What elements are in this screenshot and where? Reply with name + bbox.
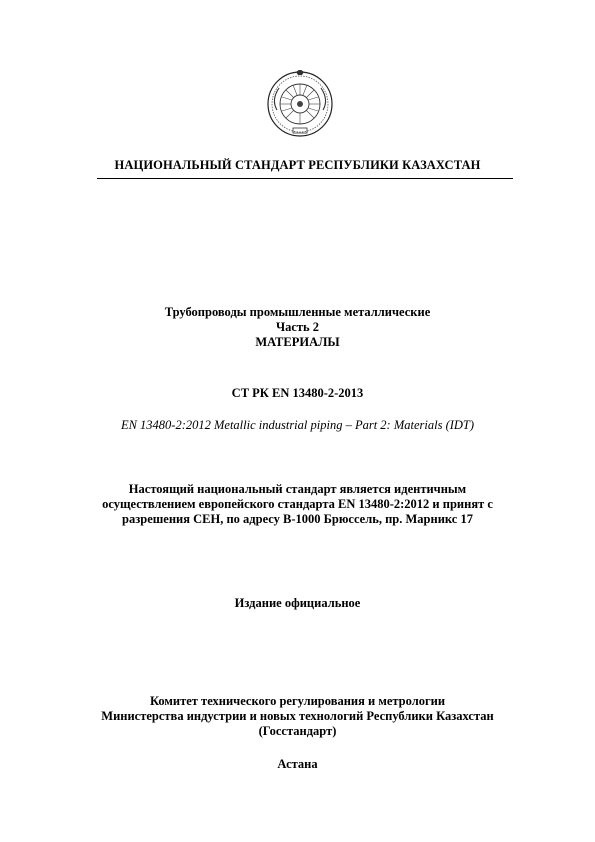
publisher-line-1: Комитет технического регулирования и метрологии — [149, 694, 446, 708]
standard-designation: СТ РК EN 13480-2-2013 — [231, 386, 364, 400]
standard-header-title: НАЦИОНАЛЬНЫЙ СТАНДАРТ РЕСПУБЛИКИ КАЗАХСТАН — [114, 158, 481, 172]
document-title-line-1: Трубопроводы промышленные металлические — [164, 305, 431, 319]
statement-line-2: осуществлением европейского стандарта EN 13480-2:2012 и принят с — [102, 497, 493, 511]
statement-line-3: разрешения СЕН, по адресу В-1000 Брюссель, пр. Марникс 17 — [122, 512, 473, 526]
identity-statement — [0, 482, 595, 527]
kazakhstan-state-emblem-icon — [265, 70, 335, 138]
header-divider — [97, 178, 513, 179]
publisher-line-3: (Госстандарт) — [258, 724, 337, 738]
publication-city: Астана — [277, 757, 318, 771]
document-title-line-2: Часть 2 — [275, 320, 320, 334]
document-title-line-3: МАТЕРИАЛЫ — [255, 335, 340, 349]
publisher-block — [0, 694, 595, 739]
statement-line-1: Настоящий национальный стандарт является идентичным — [128, 482, 467, 496]
document-title-block — [0, 305, 595, 350]
publisher-line-2: Министерства индустрии и новых технологий Республики Казахстан — [101, 709, 494, 723]
reference-standard: EN 13480-2:2012 Metallic industrial piping – Part 2: Materials (IDT) — [120, 418, 475, 432]
edition-label: Издание официальное — [234, 596, 361, 610]
